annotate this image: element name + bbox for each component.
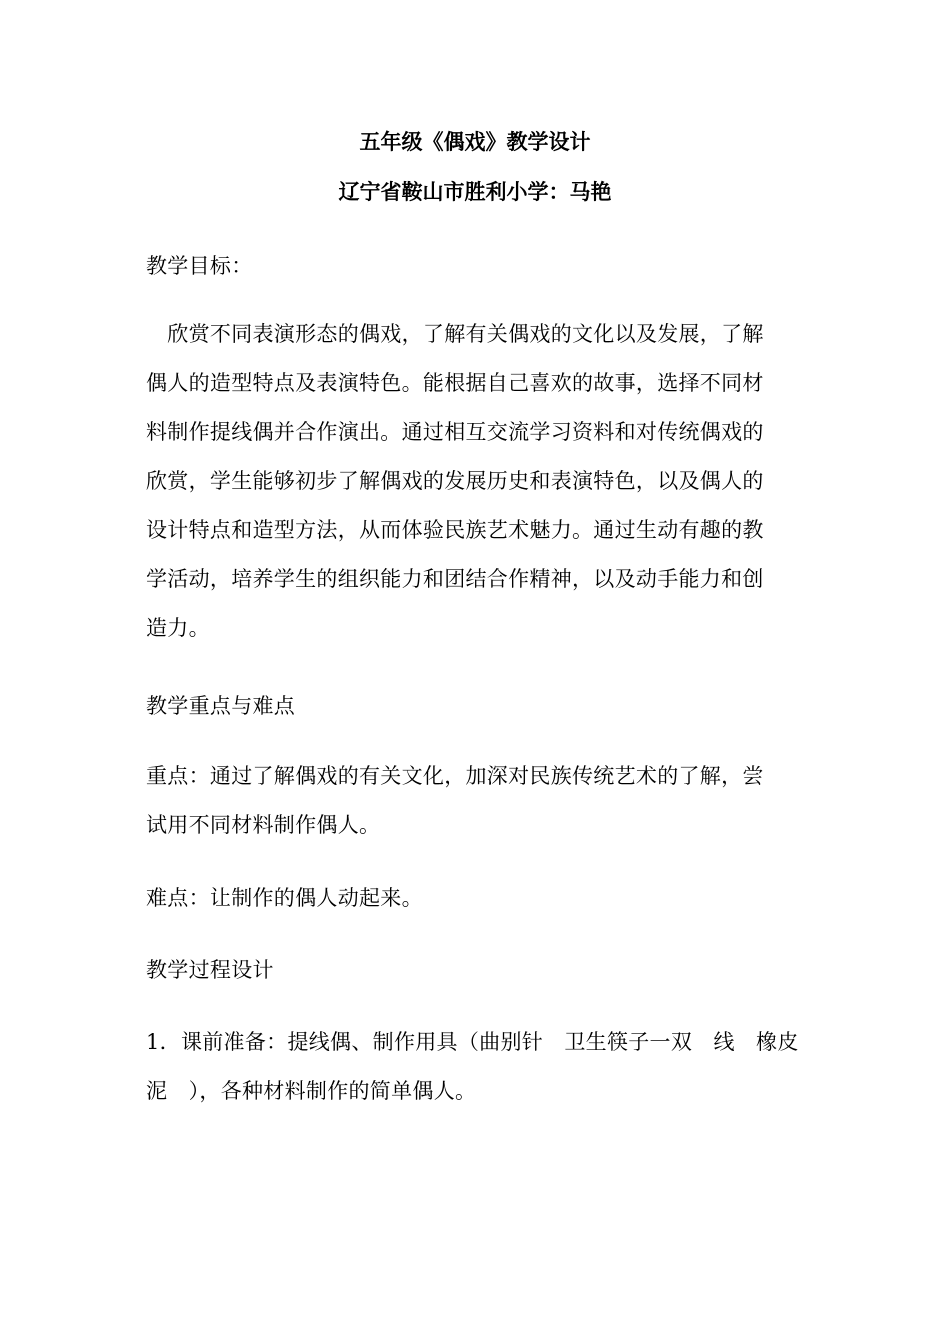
key-points-heading <box>146 682 806 731</box>
process-heading <box>146 946 806 995</box>
objectives-line: 学活动，培养学生的组织能力和团结合作精神，以及动手能力和创 <box>146 567 764 591</box>
objectives-line: 造力。 <box>146 616 210 640</box>
key-point-paragraph <box>146 752 806 850</box>
document-title: 五年级《偶戏》教学设计 <box>359 130 591 154</box>
document-author: 辽宁省鞍山市胜利小学：马艳 <box>338 180 612 204</box>
key-point-line: 试用不同材料制作偶人。 <box>146 813 381 837</box>
objectives-line: 料制作提线偶并合作演出。通过相互交流学习资料和对传统偶戏的 <box>146 420 764 444</box>
objectives-line: 设计特点和造型方法，从而体验民族艺术魅力。通过生动有趣的教 <box>146 518 764 542</box>
objectives-paragraph <box>146 310 806 653</box>
objectives-line: 偶人的造型特点及表演特色。能根据自己喜欢的故事，选择不同材 <box>146 371 764 395</box>
difficulty-text: 难点：让制作的偶人动起来。 <box>146 886 423 910</box>
difficulty-paragraph <box>146 874 806 923</box>
process-heading-text: 教学过程设计 <box>146 958 274 982</box>
objectives-line: 欣赏不同表演形态的偶戏，了解有关偶戏的文化以及发展，了解 <box>146 322 764 346</box>
objectives-heading-text: 教学目标： <box>146 254 253 278</box>
objectives-heading <box>146 242 806 291</box>
key-points-heading-text: 教学重点与难点 <box>146 694 296 718</box>
key-point-line: 重点：通过了解偶戏的有关文化，加深对民族传统艺术的了解，尝 <box>146 764 764 788</box>
step1-line: 1．课前准备：提线偶、制作用具（曲别针 卫生筷子一双 线 橡皮 <box>146 1030 799 1054</box>
objectives-line: 欣赏，学生能够初步了解偶戏的发展历史和表演特色，以及偶人的 <box>146 469 764 493</box>
step1-line: 泥 ），各种材料制作的简单偶人。 <box>146 1079 477 1103</box>
step1-paragraph <box>146 1018 806 1116</box>
